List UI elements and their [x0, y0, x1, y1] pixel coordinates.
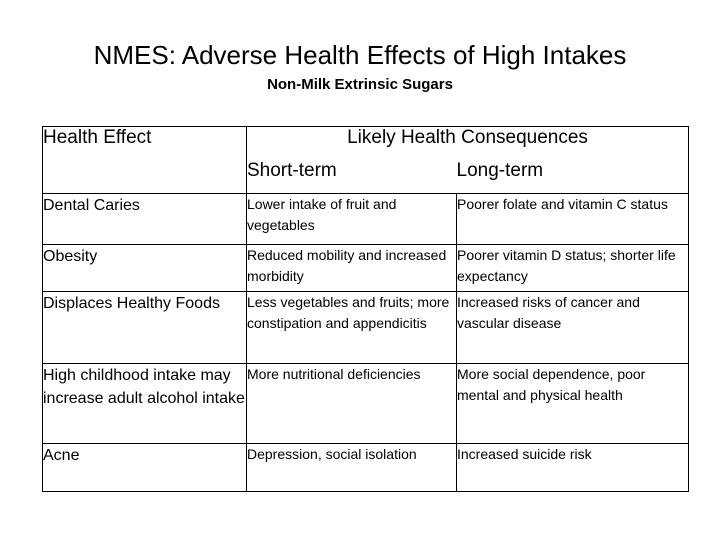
effect-cell: Acne	[43, 444, 247, 492]
long-term-cell: Increased risks of cancer and vascular disease	[457, 292, 689, 364]
table-row	[43, 245, 689, 292]
short-term-cell: Less vegetables and fruits; more constipation and appendicitis	[247, 292, 457, 364]
effect-cell: Displaces Healthy Foods	[43, 292, 247, 364]
header-health-effect: Health Effect	[43, 127, 247, 194]
long-term-cell: Poorer vitamin D status; shorter life expectancy	[457, 245, 689, 292]
header-long-term: Long-term	[457, 160, 689, 194]
page-title: NMES: Adverse Health Effects of High Intakes	[93, 40, 627, 70]
short-term-cell: Reduced mobility and increased morbidity	[247, 245, 457, 292]
header-row	[43, 127, 689, 160]
long-term-cell: More social dependence, poor mental and physical health	[457, 364, 689, 444]
table-row	[43, 194, 689, 245]
short-term-cell: Lower intake of fruit and vegetables	[247, 194, 457, 245]
page-subtitle: Non-Milk Extrinsic Sugars	[267, 76, 453, 93]
table-row	[43, 444, 689, 492]
long-term-cell: Increased suicide risk	[457, 444, 689, 492]
effect-cell: Obesity	[43, 245, 247, 292]
health-effects-table	[42, 126, 689, 492]
header-likely-consequences: Likely Health Consequences	[247, 127, 689, 160]
long-term-cell: Poorer folate and vitamin C status	[457, 194, 689, 245]
effect-cell: Dental Caries	[43, 194, 247, 245]
header-short-term: Short-term	[247, 160, 457, 194]
table-header	[43, 127, 689, 194]
table-row	[43, 364, 689, 444]
table-row	[43, 292, 689, 364]
short-term-cell: Depression, social isolation	[247, 444, 457, 492]
table-body	[43, 194, 689, 492]
effect-cell: High childhood intake may increase adult alcohol intake	[43, 364, 247, 444]
short-term-cell: More nutritional deficiencies	[247, 364, 457, 444]
